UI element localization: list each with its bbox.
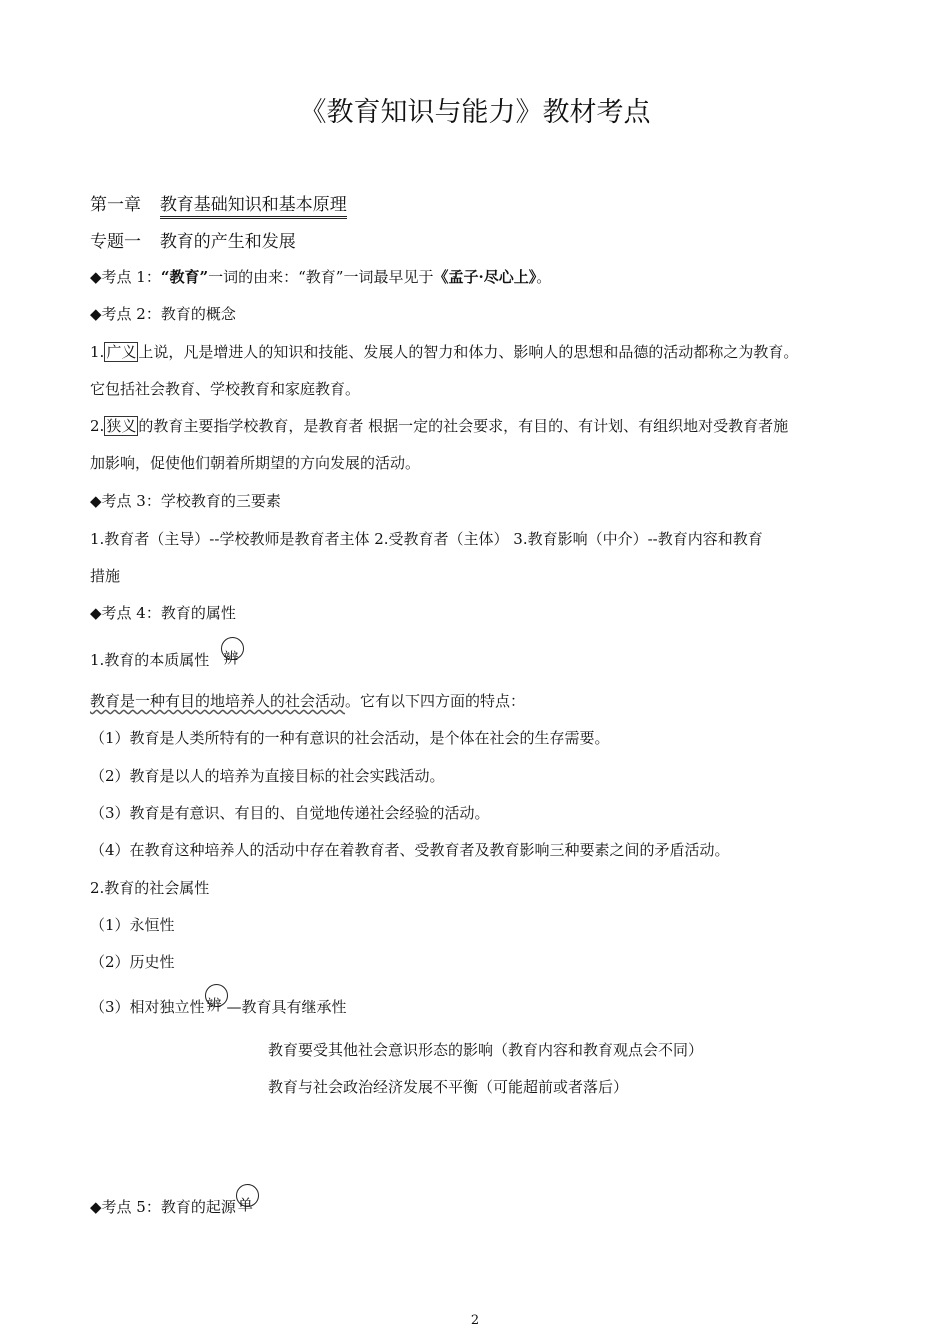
boxed-term-narrow: 狭义 xyxy=(106,417,137,435)
attribute-historical: （2）历史性 xyxy=(90,953,175,971)
essence-definition-underlined: 教育是一种有目的地培养人的社会活动 xyxy=(90,692,346,710)
narrow-definition xyxy=(90,415,788,436)
three-elements-line2: 措施 xyxy=(90,567,121,585)
essential-attribute xyxy=(90,649,243,670)
mark-char: 辨 xyxy=(223,649,239,667)
page-title: 《教育知识与能力》教材考点 xyxy=(299,97,651,128)
essential-attribute-label: 1.教育的本质属性 xyxy=(90,651,210,669)
essence-definition xyxy=(90,690,525,711)
kaodian-2-heading: ◆考点 2：教育的概念 xyxy=(90,305,236,323)
narrow-definition-text: 的教育主要指学校教育，是教育者 根据一定的社会要求，有目的、有计划、有组织地对受教育者施 xyxy=(138,417,789,435)
feature-1: （1）教育是人类所特有的一种有意识的社会活动，是个体在社会的生存需要。 xyxy=(90,729,610,747)
kaodian-1-end: 。 xyxy=(536,268,552,286)
kaodian-5-label: ◆考点 5：教育的起源 xyxy=(90,1198,236,1216)
item-number: 1. xyxy=(90,343,105,361)
broad-definition-text: 上说，凡是增进人的知识和技能、发展人的智力和体力、影响人的思想和品德的活动都称之为教育。 xyxy=(138,343,799,361)
topic-label: 专题一 xyxy=(90,232,141,252)
topic-name: 教育的产生和发展 xyxy=(159,232,296,252)
independence-sub-1: 教育要受其他社会意识形态的影响（教育内容和教育观点会不同） xyxy=(268,1041,704,1059)
narrow-definition-line2: 加影响，促使他们朝着所期望的方向发展的活动。 xyxy=(90,454,421,472)
boxed-term-broad: 广义 xyxy=(106,343,137,361)
attribute-eternal: （1）永恒性 xyxy=(90,916,175,934)
chapter-label: 第一章 xyxy=(90,195,141,215)
feature-3: （3）教育是有意识、有目的、自觉地传递社会经验的活动。 xyxy=(90,804,490,822)
kaodian-1-source: 《孟子·尽心上》 xyxy=(433,268,537,286)
social-attribute-heading: 2.教育的社会属性 xyxy=(90,879,210,897)
feature-2: （2）教育是以人的培养为直接目标的社会实践活动。 xyxy=(90,767,445,785)
kaodian-1-text: 一词的由来：“教育”一词最早见于 xyxy=(208,268,434,286)
kaodian-3-heading: ◆考点 3：学校教育的三要素 xyxy=(90,492,281,510)
mark-char: 辨 xyxy=(206,996,222,1014)
chapter-heading xyxy=(90,190,347,215)
circled-mark-bian xyxy=(205,996,227,1017)
feature-4: （4）在教育这种培养人的活动中存在着教育者、受教育者及教育影响三种要素之间的矛盾活动。 xyxy=(90,841,730,859)
kaodian-1 xyxy=(90,266,551,287)
item-number: 2. xyxy=(90,417,105,435)
page-number: 2 xyxy=(470,1313,480,1328)
kaodian-4-heading: ◆考点 4：教育的属性 xyxy=(90,604,236,622)
essence-definition-rest: 。它有以下四方面的特点： xyxy=(345,692,526,710)
circled-mark-bian xyxy=(221,649,243,670)
attribute-relative-independence xyxy=(90,996,347,1017)
relative-independence-note: —教育具有继承性 xyxy=(226,998,347,1016)
three-elements-line1: 1.教育者（主导）--学校教师是教育者主体 2.受教育者（主体） 3.教育影响（中介）--教育内容和教育 xyxy=(90,530,763,548)
circled-mark-dan xyxy=(236,1196,258,1217)
kaodian-1-prefix: ◆考点 1： xyxy=(90,268,161,286)
mark-char: 单 xyxy=(237,1196,253,1214)
independence-sub-2: 教育与社会政治经济发展不平衡（可能超前或者落后） xyxy=(268,1078,629,1096)
relative-independence-label: （3）相对独立性 xyxy=(90,998,205,1016)
kaodian-1-term: “教育” xyxy=(160,268,209,286)
topic-heading xyxy=(90,227,296,252)
broad-definition-line2: 它包括社会教育、学校教育和家庭教育。 xyxy=(90,380,361,398)
chapter-name: 教育基础知识和基本原理 xyxy=(160,195,347,219)
kaodian-5-heading xyxy=(90,1196,258,1217)
broad-definition xyxy=(90,341,798,362)
